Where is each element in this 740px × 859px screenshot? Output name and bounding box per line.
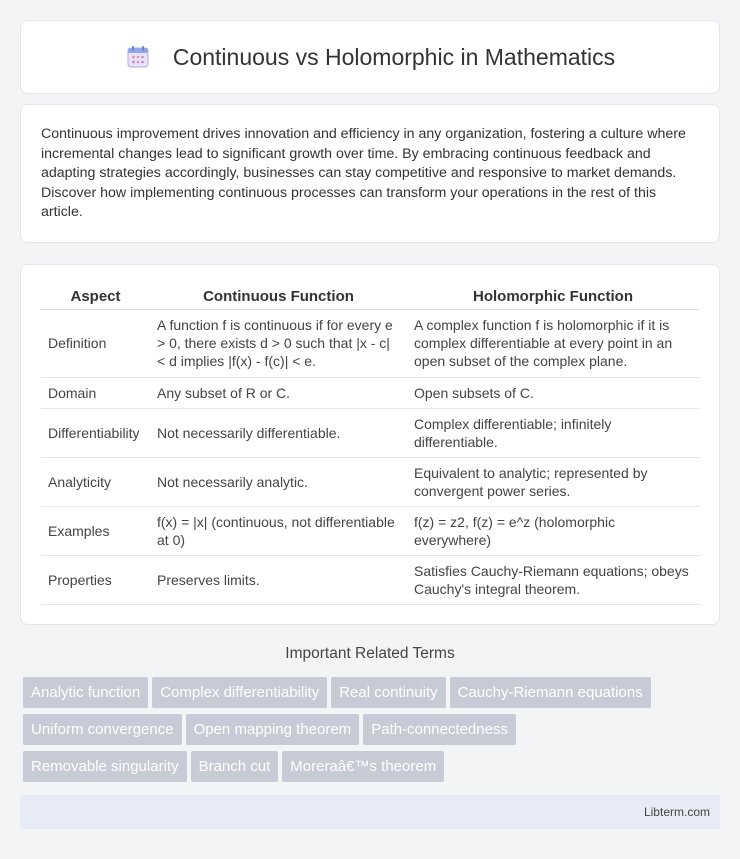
comparison-table [41, 285, 699, 605]
continuous-cell: Preserves limits. [150, 555, 407, 604]
continuous-cell: Not necessarily differentiable. [150, 408, 407, 457]
table-row [41, 377, 699, 408]
calendar-icon [125, 44, 151, 70]
related-term-tag[interactable]: Cauchy-Riemann equations [450, 677, 651, 708]
table-row [41, 309, 699, 377]
header-card [20, 20, 720, 94]
table-row [41, 457, 699, 506]
aspect-cell: Properties [41, 555, 150, 604]
related-term-tag[interactable]: Path-connectedness [363, 714, 516, 745]
related-term-tag[interactable]: Branch cut [191, 751, 279, 782]
intro-card [20, 104, 720, 243]
footer [20, 795, 720, 829]
header-aspect: Aspect [41, 285, 150, 309]
page-title: Continuous vs Holomorphic in Mathematics [172, 43, 616, 70]
continuous-cell: f(x) = |x| (continuous, not differentiable at 0) [150, 506, 407, 555]
holomorphic-cell: Open subsets of C. [407, 377, 699, 408]
related-terms-list [23, 677, 723, 788]
continuous-cell: A function f is continuous if for every e > 0, there exists d > 0 such that |x - c| < d implies |f(x) - f(c)| < e. [150, 309, 407, 377]
table-row [41, 506, 699, 555]
related-term-tag[interactable]: Real continuity [331, 677, 445, 708]
aspect-cell: Definition [41, 309, 150, 377]
related-term-tag[interactable]: Open mapping theorem [186, 714, 360, 745]
related-terms-title: Important Related Terms [285, 645, 455, 662]
continuous-cell: Not necessarily analytic. [150, 457, 407, 506]
holomorphic-cell: Complex differentiable; infinitely differentiable. [407, 408, 699, 457]
related-term-tag[interactable]: Uniform convergence [23, 714, 182, 745]
footer-site-link[interactable]: Libterm.com [643, 805, 710, 819]
holomorphic-cell: Satisfies Cauchy-Riemann equations; obeys Cauchy's integral theorem. [407, 555, 699, 604]
holomorphic-cell: f(z) = z2, f(z) = e^z (holomorphic everywhere) [407, 506, 699, 555]
header-continuous: Continuous Function [150, 285, 407, 309]
holomorphic-cell: Equivalent to analytic; represented by convergent power series. [407, 457, 699, 506]
related-term-tag[interactable]: Removable singularity [23, 751, 187, 782]
table-row [41, 408, 699, 457]
holomorphic-cell: A complex function f is holomorphic if it is complex differentiable at every point in an open subset of the complex plane. [407, 309, 699, 377]
continuous-cell: Any subset of R or C. [150, 377, 407, 408]
aspect-cell: Analyticity [41, 457, 150, 506]
table-row [41, 555, 699, 604]
related-term-tag[interactable]: Moreraâ€™s theorem [282, 751, 444, 782]
table-header-row [41, 285, 699, 309]
comparison-table-card [20, 264, 720, 625]
aspect-cell: Domain [41, 377, 150, 408]
intro-text: Continuous improvement drives innovation and efficiency in any organization, fostering a culture where incremental changes lead to significant growth over time. By embracing continuous feedback and adapting strategies accordingly, businesses can stay competitive and responsive to market demands. Discover how implementing continuous processes can transform your operations in the rest of this article. [41, 126, 686, 220]
header-holomorphic: Holomorphic Function [407, 285, 699, 309]
related-term-tag[interactable]: Complex differentiability [152, 677, 327, 708]
related-term-tag[interactable]: Analytic function [23, 677, 148, 708]
aspect-cell: Examples [41, 506, 150, 555]
aspect-cell: Differentiability [41, 408, 150, 457]
